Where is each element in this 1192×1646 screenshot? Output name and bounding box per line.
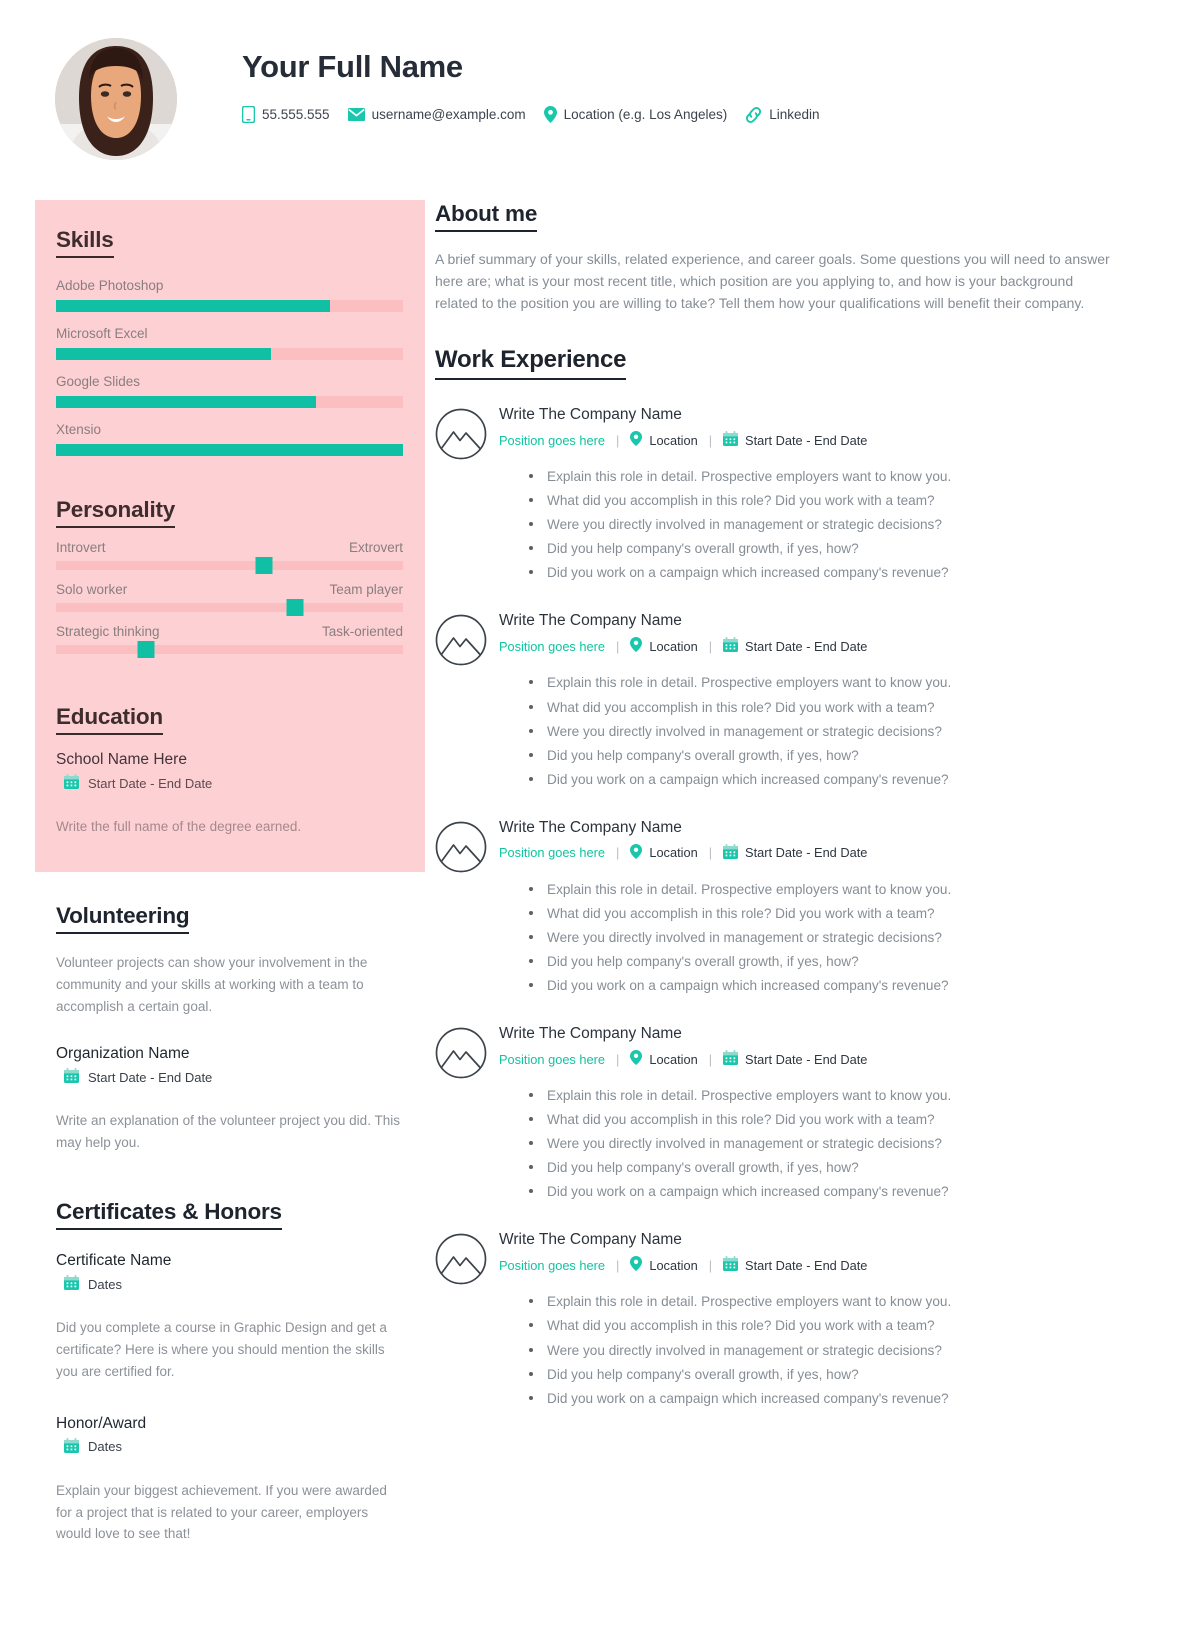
skill-label: Google Slides [56, 374, 141, 389]
job-dates: Start Date - End Date [745, 638, 868, 654]
location-pin-icon [630, 1050, 642, 1068]
job-entry [435, 1231, 1152, 1411]
job-position: Position goes here [499, 845, 605, 861]
personality-right-label: Team player [329, 582, 403, 597]
meta-separator: | [616, 432, 620, 448]
personality-item [56, 540, 403, 570]
certificate-date-row [64, 1275, 403, 1293]
calendar-icon [723, 431, 738, 449]
job-meta-row [499, 844, 1152, 862]
education-dates: Start Date - End Date [88, 775, 213, 791]
personality-slider-track[interactable] [56, 603, 403, 612]
job-entry [435, 406, 1152, 586]
job-bullet: Did you help company's overall growth, if yes, how? [529, 1157, 1152, 1178]
job-bullet: What did you accomplish in this role? Did you work with a team? [529, 903, 1152, 924]
honor-date-row [64, 1438, 403, 1456]
job-bullet: What did you accomplish in this role? Did you work with a team? [529, 490, 1152, 511]
skill-bar-fill [56, 444, 403, 456]
job-bullet: Did you help company's overall growth, if yes, how? [529, 538, 1152, 559]
job-bullet: Did you work on a campaign which increased company's revenue? [529, 1388, 1152, 1409]
job-entry [435, 819, 1152, 999]
job-meta-row [499, 1050, 1152, 1068]
skill-label: Adobe Photoshop [56, 278, 164, 293]
work-experience-heading: Work Experience [435, 346, 626, 380]
job-bullet-list [499, 879, 1152, 996]
avatar-photo [55, 38, 177, 160]
job-bullet-list [499, 672, 1152, 789]
calendar-icon [723, 637, 738, 655]
location-pin-icon [630, 1256, 642, 1274]
job-bullet: What did you accomplish in this role? Did you work with a team? [529, 1109, 1152, 1130]
contact-location-text: Location (e.g. Los Angeles) [563, 107, 728, 123]
location-pin-icon [544, 106, 557, 123]
phone-icon [242, 106, 255, 123]
job-dates: Start Date - End Date [745, 1257, 868, 1273]
personality-slider-track[interactable] [56, 561, 403, 570]
certificate-title: Certificate Name [56, 1252, 172, 1270]
job-meta-row [499, 431, 1152, 449]
job-location-group [630, 1050, 697, 1068]
job-bullet: Were you directly involved in management or strategic decisions? [529, 721, 1152, 742]
job-dates-group [723, 1050, 867, 1068]
volunteering-entry [56, 1045, 403, 1086]
contact-phone[interactable] [242, 106, 330, 123]
job-details [491, 1025, 1152, 1205]
meta-separator: | [708, 1257, 713, 1273]
job-dates-group [723, 431, 867, 449]
resume-header [0, 0, 1192, 200]
job-bullet: Did you work on a campaign which increased company's revenue? [529, 562, 1152, 583]
job-details [491, 612, 1152, 792]
meta-separator: | [616, 1257, 620, 1273]
job-bullet: Were you directly involved in management or strategic decisions? [529, 1133, 1152, 1154]
job-location: Location [649, 1257, 698, 1273]
skill-item [56, 422, 403, 456]
page-title: Your Full Name [242, 49, 463, 84]
location-pin-icon [630, 844, 642, 862]
contact-linkedin[interactable] [745, 107, 819, 123]
certificates-heading: Certificates & Honors [56, 1198, 282, 1230]
honor-dates: Dates [88, 1439, 122, 1455]
education-entry [56, 751, 403, 792]
certificate-description: Did you complete a course in Graphic Design and get a certificate? Here is where you should mention the skills you are certified for. [56, 1320, 387, 1379]
personality-left-label: Strategic thinking [56, 624, 160, 639]
location-pin-icon [630, 637, 642, 655]
job-company-name: Write The Company Name [499, 818, 682, 836]
jobs-list [435, 406, 1152, 1412]
resume-body [0, 200, 1192, 1545]
calendar-icon [723, 844, 738, 862]
certificate-entry [56, 1252, 403, 1293]
job-dates: Start Date - End Date [745, 432, 868, 448]
personality-right-label: Extrovert [348, 540, 403, 555]
job-bullet: Explain this role in detail. Prospective employers want to know you. [529, 1085, 1152, 1106]
personality-slider-knob[interactable] [287, 599, 304, 616]
skill-bar-fill [56, 396, 316, 408]
about-heading: About me [435, 200, 537, 232]
company-logo-icon [435, 406, 491, 586]
skills-heading: Skills [56, 226, 114, 258]
calendar-icon [64, 1068, 79, 1086]
volunteering-heading: Volunteering [56, 902, 189, 934]
job-bullet: Explain this role in detail. Prospective employers want to know you. [529, 1291, 1152, 1312]
meta-separator: | [708, 638, 713, 654]
company-logo-icon [435, 1231, 491, 1411]
volunteering-section [0, 902, 425, 1154]
skill-bar-track [56, 396, 403, 408]
calendar-icon [723, 1256, 738, 1274]
link-icon [745, 107, 762, 123]
job-dates: Start Date - End Date [745, 1051, 868, 1067]
job-position: Position goes here [499, 638, 605, 654]
job-location-group [630, 637, 697, 655]
job-location: Location [649, 1051, 698, 1067]
job-details [491, 1231, 1152, 1411]
personality-slider-knob[interactable] [138, 641, 155, 658]
personality-heading: Personality [56, 496, 175, 528]
job-dates: Start Date - End Date [745, 845, 868, 861]
job-bullet: Did you work on a campaign which increased company's revenue? [529, 1181, 1152, 1202]
job-bullet-list [499, 1291, 1152, 1408]
skill-item [56, 326, 403, 360]
honor-title: Honor/Award [56, 1414, 147, 1432]
meta-separator: | [708, 432, 713, 448]
skill-bar-fill [56, 300, 330, 312]
skill-bar-fill [56, 348, 271, 360]
job-position: Position goes here [499, 1051, 605, 1067]
company-logo-icon [435, 612, 491, 792]
contact-phone-text: 55.555.555 [262, 107, 330, 123]
avatar[interactable] [55, 38, 177, 160]
volunteering-dates: Start Date - End Date [88, 1069, 213, 1085]
job-location: Location [649, 845, 698, 861]
job-company-name: Write The Company Name [499, 406, 682, 424]
job-bullet: Explain this role in detail. Prospective employers want to know you. [529, 879, 1152, 900]
envelope-icon [348, 108, 365, 121]
volunteering-description: Write an explanation of the volunteer project you did. This may help you. [56, 1113, 400, 1151]
job-location-group [630, 431, 697, 449]
job-position: Position goes here [499, 432, 605, 448]
job-location-group [630, 1256, 697, 1274]
personality-slider-track[interactable] [56, 645, 403, 654]
volunteering-organization: Organization Name [56, 1045, 190, 1063]
job-details [491, 819, 1152, 999]
calendar-icon [723, 1050, 738, 1068]
header-text-block [177, 38, 820, 123]
job-bullet: Were you directly involved in management or strategic decisions? [529, 1340, 1152, 1361]
contact-location[interactable] [544, 106, 728, 123]
job-bullet: Did you help company's overall growth, if yes, how? [529, 951, 1152, 972]
job-meta-row [499, 1256, 1152, 1274]
skill-label: Microsoft Excel [56, 326, 148, 341]
honor-entry [56, 1415, 403, 1456]
skill-bar-track [56, 444, 403, 456]
job-position: Position goes here [499, 1257, 605, 1273]
education-date-row [64, 774, 403, 792]
contact-email[interactable] [348, 107, 526, 122]
job-bullet: What did you accomplish in this role? Did you work with a team? [529, 697, 1152, 718]
contact-linkedin-text: Linkedin [769, 107, 820, 123]
meta-separator: | [616, 638, 620, 654]
company-logo-icon [435, 819, 491, 999]
job-bullet: Were you directly involved in management or strategic decisions? [529, 927, 1152, 948]
contact-row [242, 106, 820, 123]
job-entry [435, 1025, 1152, 1205]
skill-bar-track [56, 348, 403, 360]
certificates-section [0, 1198, 425, 1545]
job-bullet: Did you work on a campaign which increased company's revenue? [529, 769, 1152, 790]
job-dates-group [723, 844, 867, 862]
sidebar [0, 200, 425, 1545]
skill-label: Xtensio [56, 422, 102, 437]
meta-separator: | [708, 1051, 713, 1067]
education-heading: Education [56, 703, 163, 735]
job-company-name: Write The Company Name [499, 1231, 682, 1249]
calendar-icon [64, 1438, 79, 1456]
job-company-name: Write The Company Name [499, 1025, 682, 1043]
calendar-icon [64, 774, 79, 792]
skill-bar-track [56, 300, 403, 312]
job-details [491, 406, 1152, 586]
meta-separator: | [708, 845, 713, 861]
certificate-dates: Dates [88, 1276, 122, 1292]
education-school: School Name Here [56, 751, 187, 768]
calendar-icon [64, 1275, 79, 1293]
job-dates-group [723, 637, 867, 655]
personality-right-label: Task-oriented [321, 624, 403, 639]
job-bullet: Did you help company's overall growth, if yes, how? [529, 1364, 1152, 1385]
job-bullet-list [499, 1085, 1152, 1202]
job-bullet: Did you help company's overall growth, if yes, how? [529, 745, 1152, 766]
job-bullet: Were you directly involved in management or strategic decisions? [529, 514, 1152, 535]
job-location-group [630, 844, 697, 862]
main-column [425, 200, 1192, 1412]
personality-item [56, 624, 403, 654]
job-entry [435, 612, 1152, 792]
personality-left-label: Introvert [56, 540, 106, 555]
job-meta-row [499, 637, 1152, 655]
about-text: A brief summary of your skills, related experience, and career goals. Some questions you will need to answer here are; what is your most recent title, which position are you applying to, and how is your background related to the position you are willing to take? Tell them how your qualifications will benefit their company. [435, 251, 1110, 312]
volunteering-intro: Volunteer projects can show your involvement in the community and your skills at working with a team to accomplish a certain goal. [56, 954, 368, 1014]
contact-email-text: username@example.com [371, 107, 526, 123]
job-company-name: Write The Company Name [499, 612, 682, 630]
job-bullet: Did you work on a campaign which increased company's revenue? [529, 975, 1152, 996]
sidebar-pink-panel [35, 200, 425, 872]
skill-item [56, 374, 403, 408]
company-logo-icon [435, 1025, 491, 1205]
meta-separator: | [616, 845, 620, 861]
location-pin-icon [630, 431, 642, 449]
job-bullet-list [499, 466, 1152, 583]
job-location: Location [649, 638, 698, 654]
personality-item [56, 582, 403, 612]
volunteering-date-row [64, 1068, 403, 1086]
job-bullet: What did you accomplish in this role? Did you work with a team? [529, 1315, 1152, 1336]
honor-description: Explain your biggest achievement. If you were awarded for a project that is related to your career, employers would love to see that! [56, 1482, 387, 1542]
skill-item [56, 278, 403, 312]
personality-slider-knob[interactable] [256, 557, 273, 574]
job-bullet: Explain this role in detail. Prospective employers want to know you. [529, 466, 1152, 487]
meta-separator: | [616, 1051, 620, 1067]
job-dates-group [723, 1256, 867, 1274]
job-bullet: Explain this role in detail. Prospective employers want to know you. [529, 672, 1152, 693]
job-location: Location [649, 432, 698, 448]
education-description: Write the full name of the degree earned. [56, 819, 302, 834]
personality-left-label: Solo worker [56, 582, 128, 597]
